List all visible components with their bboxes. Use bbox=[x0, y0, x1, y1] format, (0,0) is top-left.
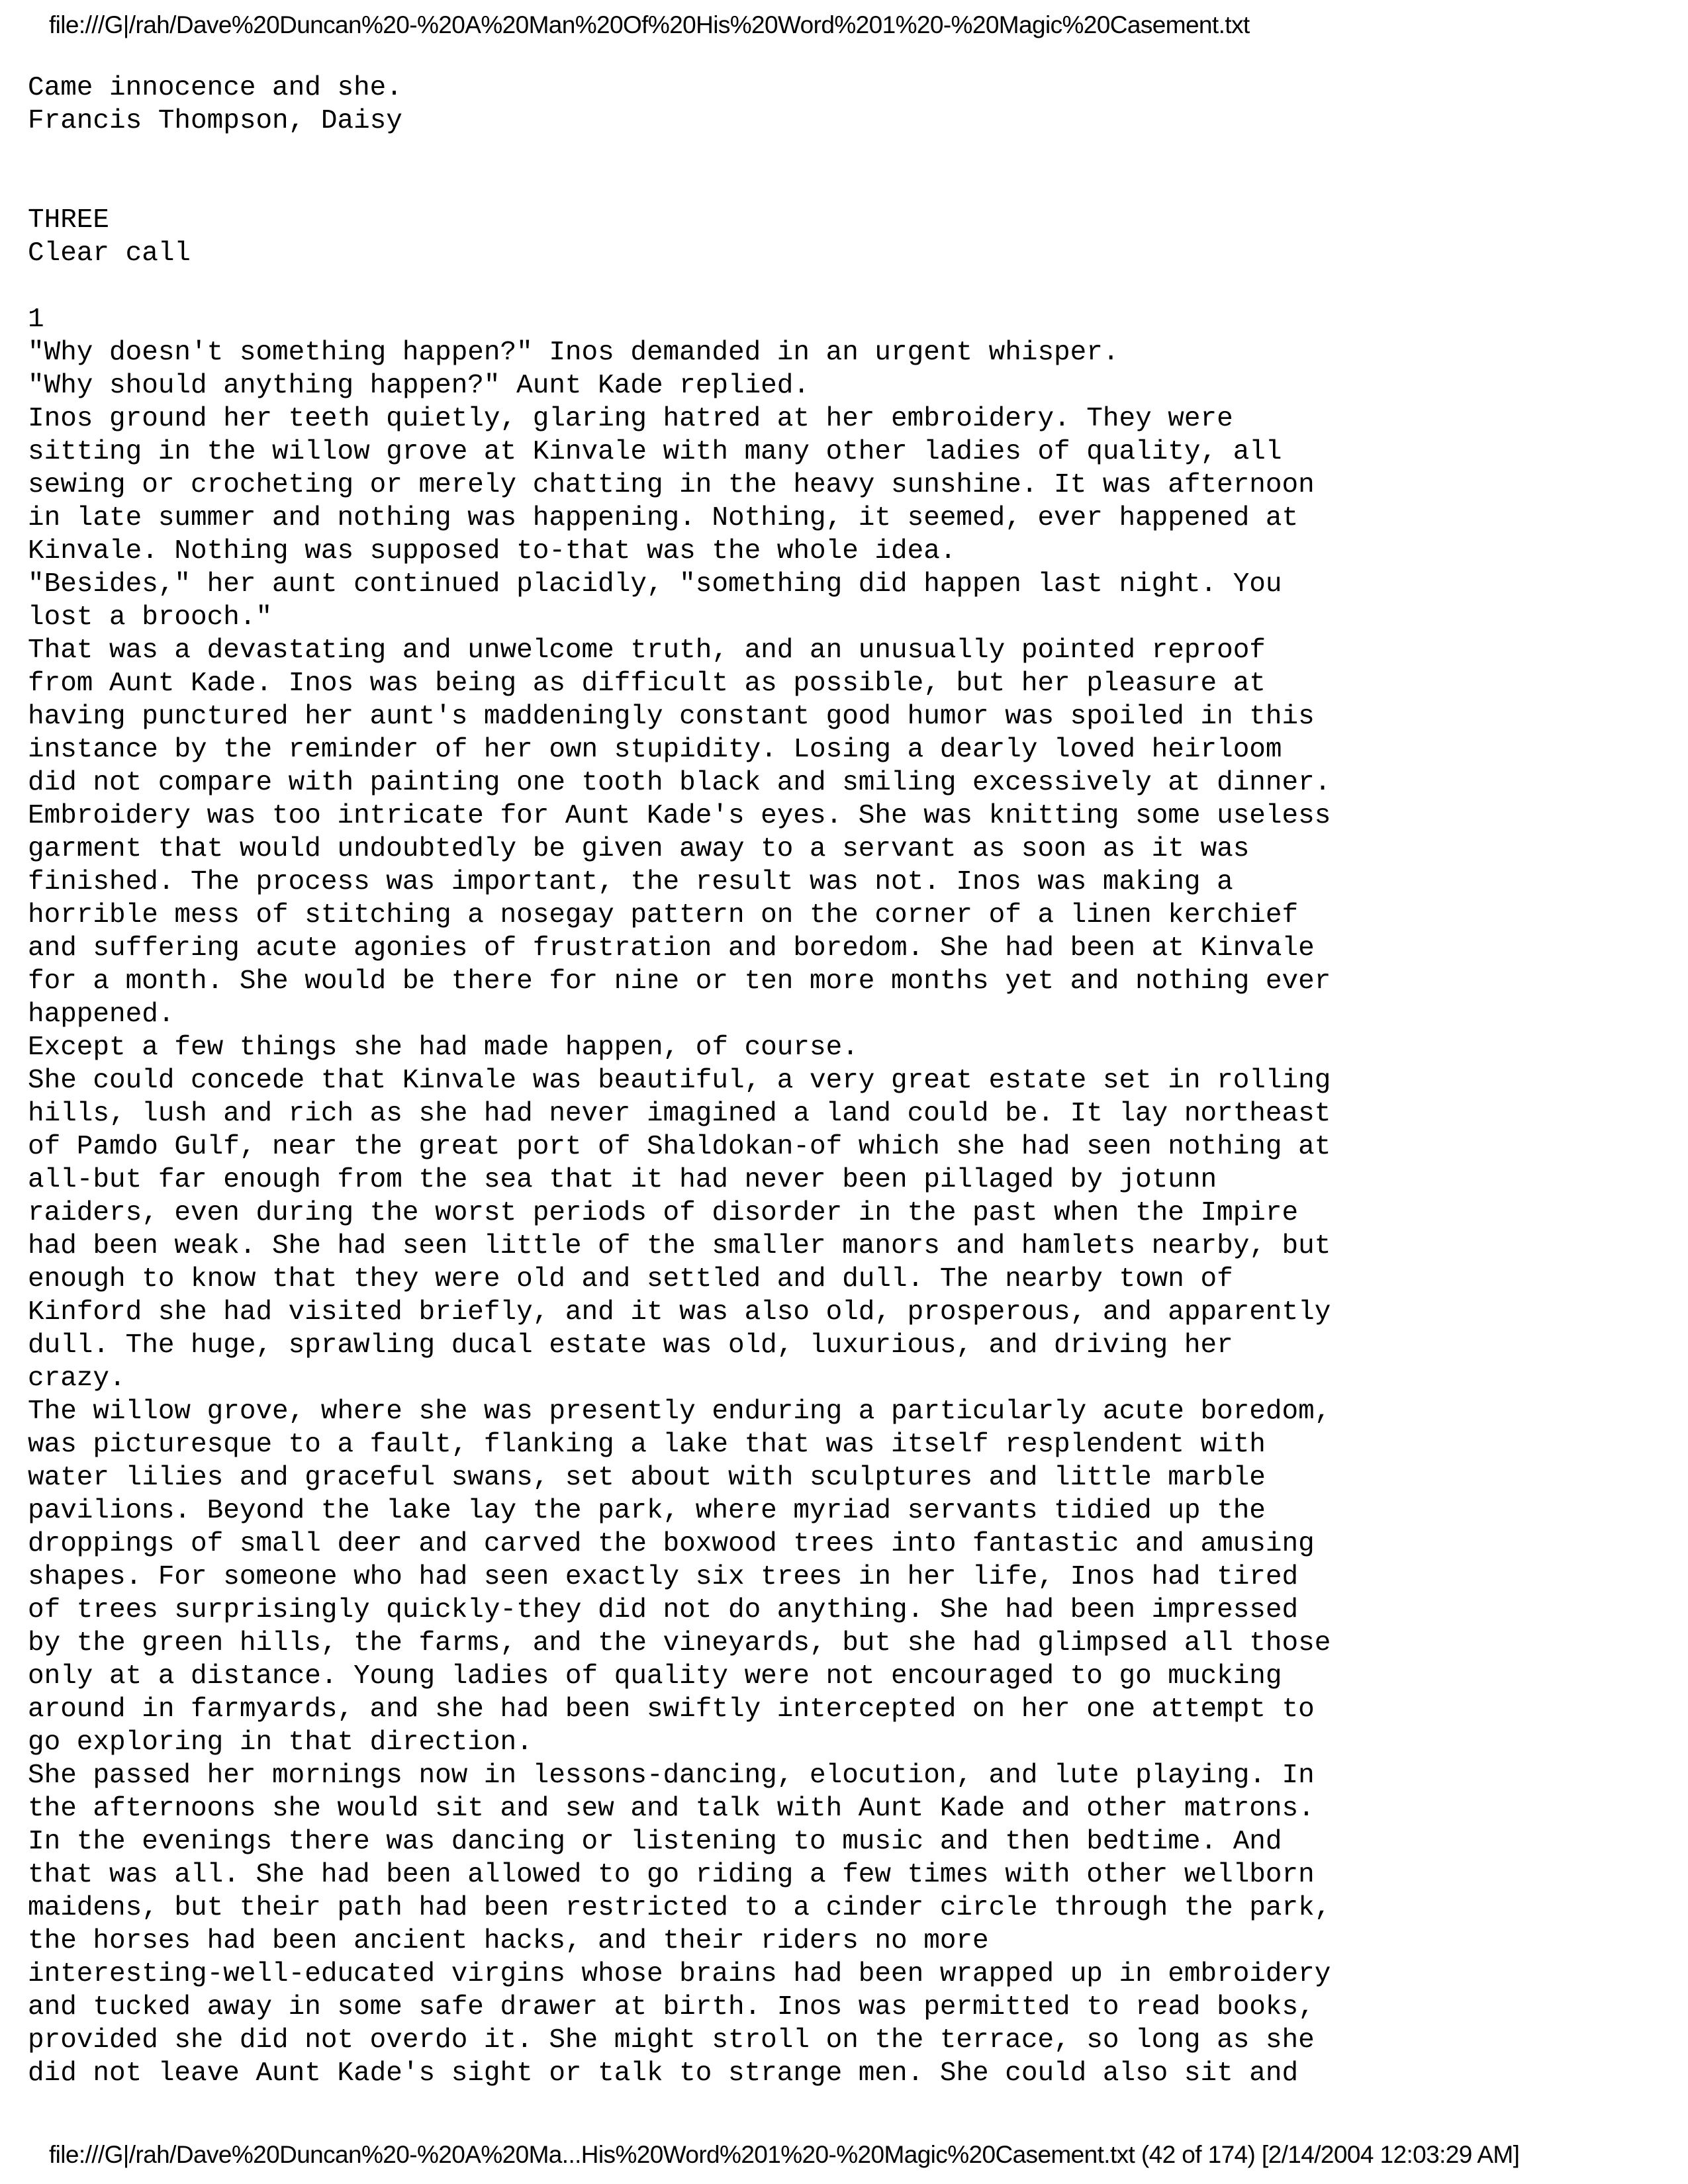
text-line: "Why should anything happen?" Aunt Kade replied. bbox=[28, 371, 810, 401]
text-line: Came innocence and she. bbox=[28, 73, 402, 103]
text-line: that was all. She had been allowed to go riding a few times with other wellborn bbox=[28, 1860, 1315, 1890]
text-line: the afternoons she would sit and sew and talk with Aunt Kade and other matrons. bbox=[28, 1794, 1315, 1824]
text-line: maidens, but their path had been restricted to a cinder circle through the park, bbox=[28, 1893, 1331, 1923]
text-line: by the green hills, the farms, and the vineyards, but she had glimpsed all those bbox=[28, 1628, 1331, 1659]
text-line: Francis Thompson, Daisy bbox=[28, 106, 402, 136]
text-line: of trees surprisingly quickly-they did not do anything. She had been impressed bbox=[28, 1595, 1299, 1625]
text-line: sewing or crocheting or merely chatting in the heavy sunshine. It was afternoon bbox=[28, 470, 1315, 500]
text-line: in late summer and nothing was happening. Nothing, it seemed, ever happened at bbox=[28, 503, 1299, 533]
text-line: had been weak. She had seen little of the smaller manors and hamlets nearby, but bbox=[28, 1231, 1331, 1261]
text-line: garment that would undoubtedly be given away to a servant as soon as it was bbox=[28, 834, 1250, 864]
text-line: THREE bbox=[28, 205, 110, 236]
text-line: having punctured her aunt's maddeningly constant good humor was spoiled in this bbox=[28, 702, 1315, 732]
text-line: hills, lush and rich as she had never imagined a land could be. It lay northeast bbox=[28, 1099, 1331, 1129]
text-line bbox=[28, 171, 1630, 204]
text-line: and suffering acute agonies of frustration and boredom. She had been at Kinvale bbox=[28, 933, 1315, 964]
text-line: dull. The huge, sprawling ducal estate was old, luxurious, and driving her bbox=[28, 1330, 1233, 1361]
text-line: droppings of small deer and carved the boxwood trees into fantastic and amusing bbox=[28, 1529, 1315, 1559]
text-line bbox=[28, 270, 1630, 303]
text-line: did not leave Aunt Kade's sight or talk to strange men. She could also sit and bbox=[28, 2058, 1299, 2089]
text-line: horrible mess of stitching a nosegay pattern on the corner of a linen kerchief bbox=[28, 900, 1299, 931]
text-line: of Pamdo Gulf, near the great port of Shaldokan-of which she had seen nothing at bbox=[28, 1132, 1331, 1162]
text-line: That was a devastating and unwelcome truth, and an unusually pointed reproof bbox=[28, 635, 1266, 666]
text-line: enough to know that they were old and settled and dull. The nearby town of bbox=[28, 1264, 1233, 1295]
page-footer-url: file:///G|/rah/Dave%20Duncan%20-%20A%20Ma...His%20Word%201%20-%20Magic%20Casement.txt (42 of 174) [2/14/2004 12:03:29 AM] bbox=[49, 2141, 1520, 2168]
text-line: "Why doesn't something happen?" Inos demanded in an urgent whisper. bbox=[28, 338, 1119, 368]
text-line: provided she did not overdo it. She might stroll on the terrace, so long as she bbox=[28, 2025, 1315, 2056]
text-line: go exploring in that direction. bbox=[28, 1727, 533, 1758]
text-line: In the evenings there was dancing or listening to music and then bedtime. And bbox=[28, 1827, 1282, 1857]
document-body bbox=[28, 71, 1630, 2090]
text-line: did not compare with painting one tooth black and smiling excessively at dinner. bbox=[28, 768, 1331, 798]
text-line: raiders, even during the worst periods of disorder in the past when the Impire bbox=[28, 1198, 1299, 1228]
text-line: sitting in the willow grove at Kinvale with many other ladies of quality, all bbox=[28, 437, 1282, 467]
text-line: She could concede that Kinvale was beautiful, a very great estate set in rolling bbox=[28, 1066, 1331, 1096]
text-line: shapes. For someone who had seen exactly six trees in her life, Inos had tired bbox=[28, 1562, 1299, 1592]
text-line: around in farmyards, and she had been swiftly intercepted on her one attempt to bbox=[28, 1694, 1315, 1725]
text-line: happened. bbox=[28, 999, 175, 1030]
text-line: Embroidery was too intricate for Aunt Kade's eyes. She was knitting some useless bbox=[28, 801, 1331, 831]
text-line: Clear call bbox=[28, 238, 191, 269]
text-line: lost a brooch." bbox=[28, 602, 273, 633]
text-line: The willow grove, where she was presently enduring a particularly acute boredom, bbox=[28, 1396, 1331, 1427]
text-line: "Besides," her aunt continued placidly, "something did happen last night. You bbox=[28, 569, 1282, 600]
text-line: all-but far enough from the sea that it had never been pillaged by jotunn bbox=[28, 1165, 1217, 1195]
text-line: pavilions. Beyond the lake lay the park, where myriad servants tidied up the bbox=[28, 1496, 1266, 1526]
text-line: only at a distance. Young ladies of quality were not encouraged to go mucking bbox=[28, 1661, 1282, 1692]
text-line bbox=[28, 138, 1630, 171]
text-line: was picturesque to a fault, flanking a lake that was itself resplendent with bbox=[28, 1430, 1266, 1460]
text-line: 1 bbox=[28, 304, 44, 335]
text-line: finished. The process was important, the result was not. Inos was making a bbox=[28, 867, 1233, 897]
text-line: interesting-well-educated virgins whose brains had been wrapped up in embroidery bbox=[28, 1959, 1331, 1989]
text-line: Kinford she had visited briefly, and it was also old, prosperous, and apparently bbox=[28, 1297, 1331, 1328]
text-line: Except a few things she had made happen, of course. bbox=[28, 1032, 859, 1063]
text-line: instance by the reminder of her own stupidity. Losing a dearly loved heirloom bbox=[28, 735, 1282, 765]
text-line: Kinvale. Nothing was supposed to-that was the whole idea. bbox=[28, 536, 957, 567]
text-line: from Aunt Kade. Inos was being as difficult as possible, but her pleasure at bbox=[28, 668, 1266, 699]
text-line: She passed her mornings now in lessons-dancing, elocution, and lute playing. In bbox=[28, 1760, 1315, 1791]
text-line: Inos ground her teeth quietly, glaring hatred at her embroidery. They were bbox=[28, 404, 1233, 434]
text-line: crazy. bbox=[28, 1363, 126, 1394]
text-line: and tucked away in some safe drawer at birth. Inos was permitted to read books, bbox=[28, 1992, 1315, 2023]
text-line: the horses had been ancient hacks, and their riders no more bbox=[28, 1926, 989, 1956]
page-header-url: file:///G|/rah/Dave%20Duncan%20-%20A%20Man%20Of%20His%20Word%201%20-%20Magic%20Casement.txt bbox=[49, 11, 1250, 38]
text-line: for a month. She would be there for nine or ten more months yet and nothing ever bbox=[28, 966, 1331, 997]
text-line: water lilies and graceful swans, set about with sculptures and little marble bbox=[28, 1463, 1266, 1493]
